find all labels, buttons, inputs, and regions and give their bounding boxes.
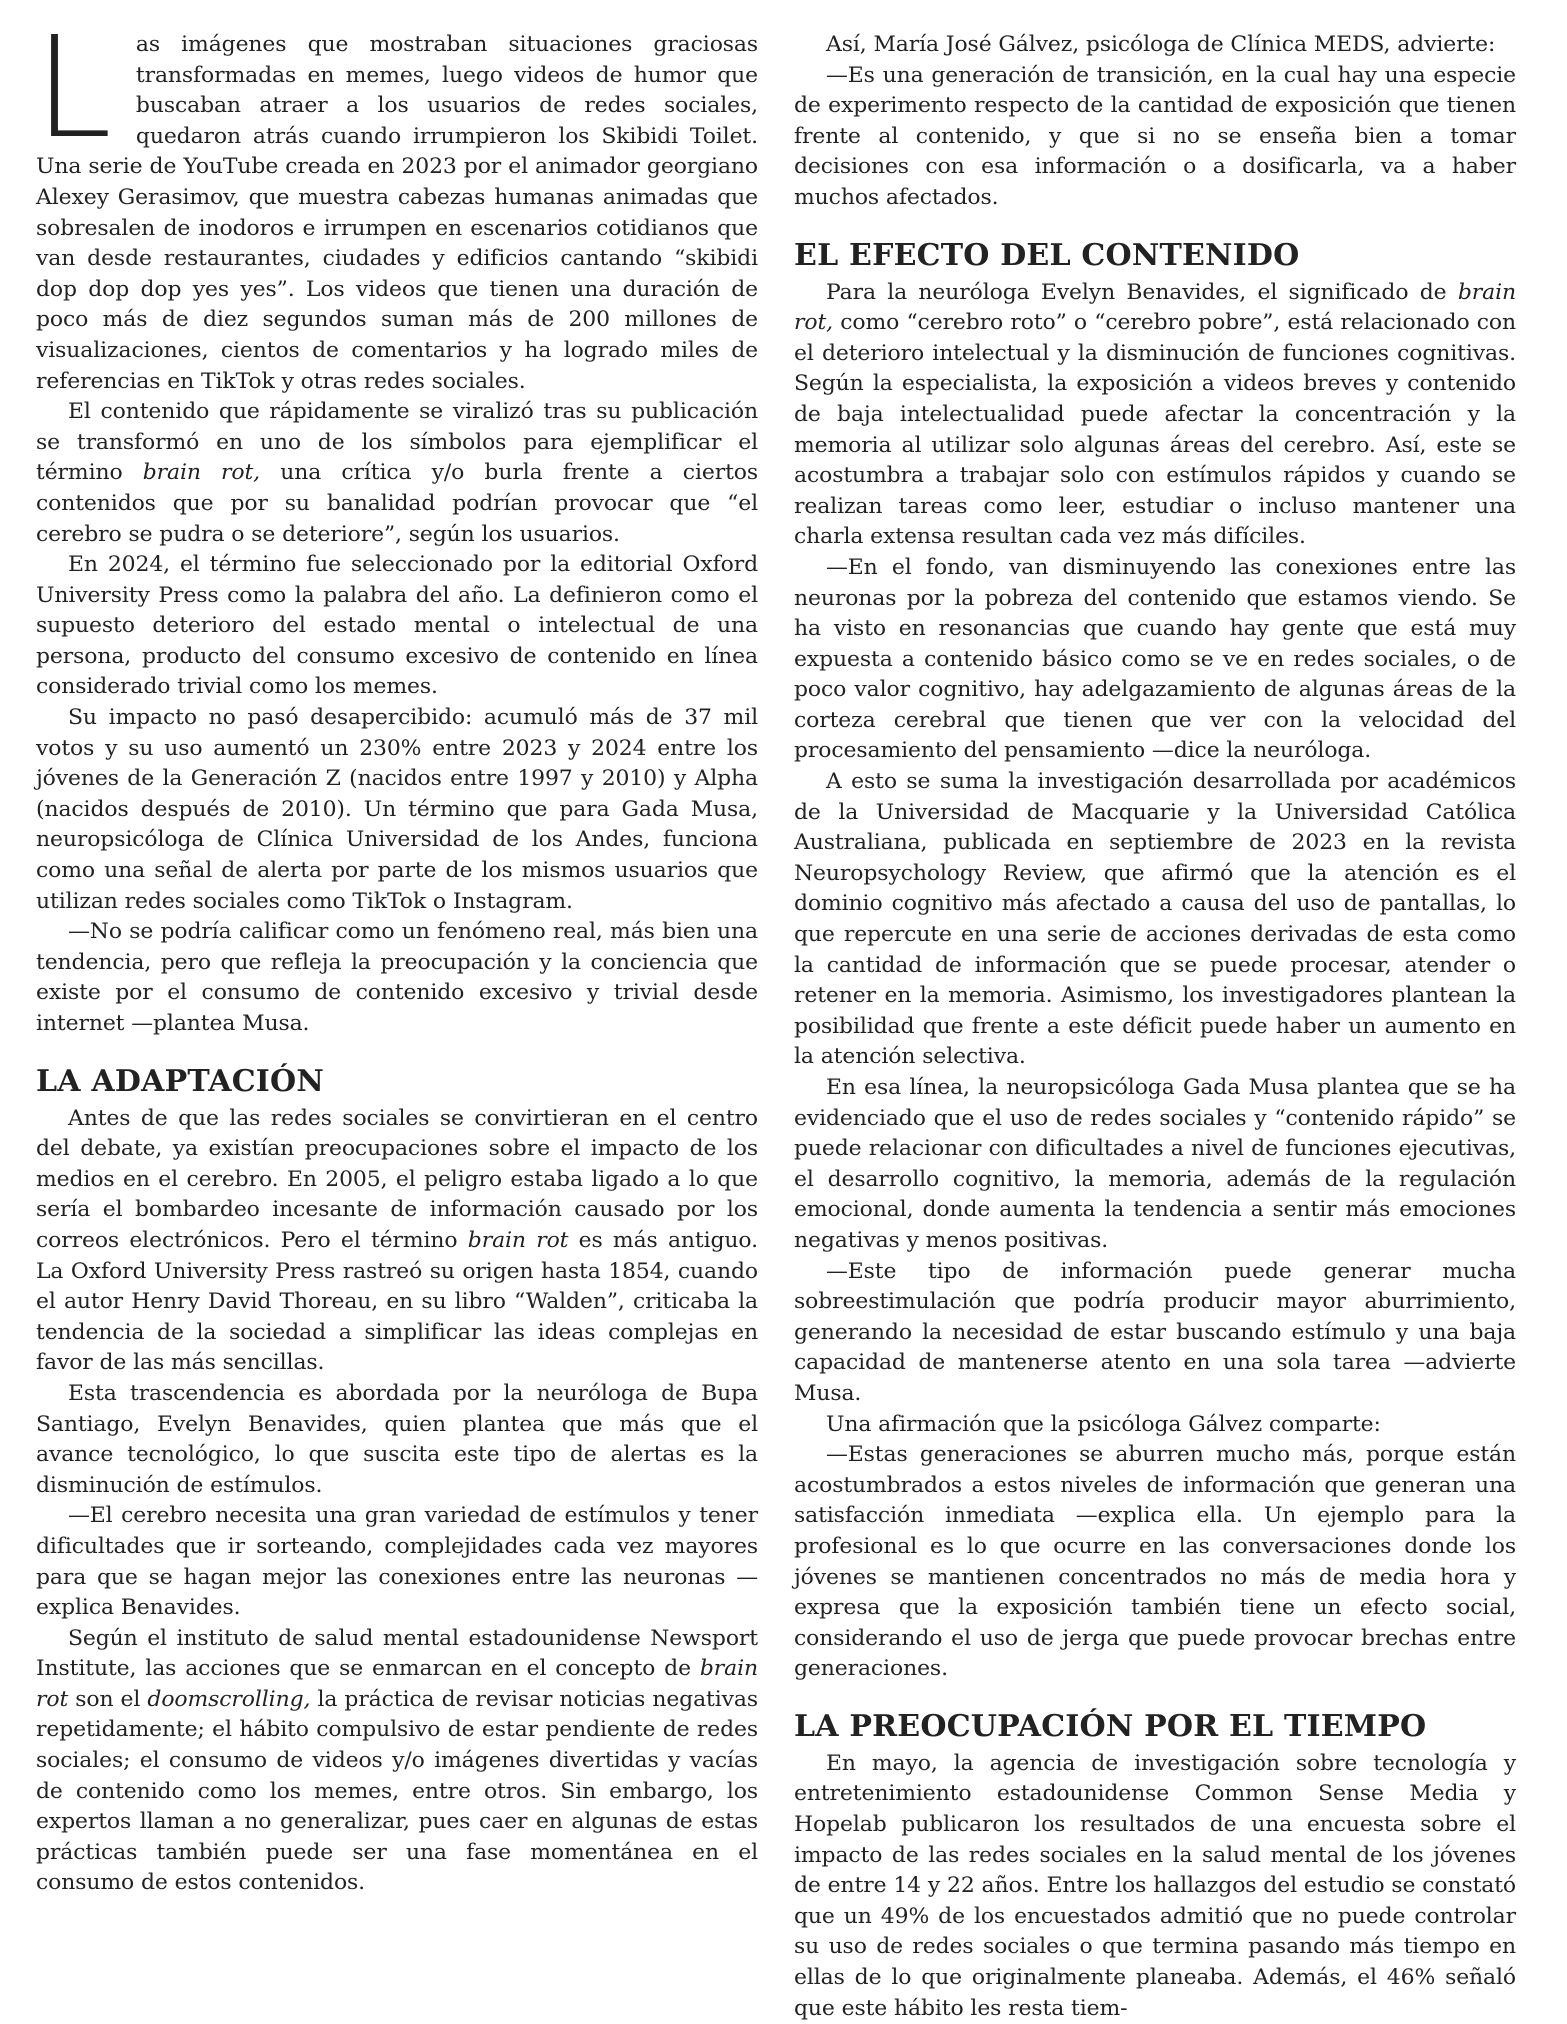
paragraph-intro (34, 7, 758, 397)
paragraph: Una afirmación que la psicóloga Gálvez comparte: (826, 1411, 1381, 1437)
paragraph: En 2024, el término fue seleccionado por la editorial Oxford University Press como la palabra del año. La definieron como el supuesto deterioro del estado mental o intelectual de una persona, producto del consumo excesivo de contenido en línea considerado trivial como los memes. (36, 552, 758, 700)
paragraph-quote: —En el fondo, van disminuyendo las conexiones entre las neuronas por la pobreza del contenido que estamos viendo. Se ha visto en resonancias que cuando hay gente que está muy expuesta a contenido básico como se ve en redes sociales, o de poco valor cognitivo, hay adelgazamiento de algunas áreas de la corteza cerebral que tienen que ver con la velocidad del procesamiento del pensamiento —dice la neuróloga. (794, 554, 1516, 764)
paragraph-quote: —Este tipo de información puede generar mucha sobreestimulación que podría producir mayor aburrimiento, generando la necesidad de estar buscando estímulo y una baja capacidad de mantenerse atento en una sola tarea —advierte Musa. (794, 1258, 1516, 1406)
paragraph-quote: —Es una generación de transición, en la cual hay una especie de experimento respecto de la cantidad de exposición que tienen frente al contenido, y que si no se enseña bien a tomar decisiones con esa información o a dosificarla, va a haber muchos afectados. (794, 62, 1516, 210)
italic-term: brain rot (36, 1656, 758, 1712)
paragraph: Para la neuróloga Evelyn Benavides, el significado de brain rot, como “cerebro roto” o “cerebro pobre”, está relacionado con el deterioro intelectual y la disminución de funciones cognitivas. Según la especialista, la exposición a videos breves y contenido de baja intelectualidad puede afectar la concentración y la memoria al utilizar solo algunas áreas del cerebro. Así, este se acostumbra a trabajar solo con estímulos rápidos y cuando se realizan tareas como leer, estudiar o incluso mantener una charla extensa resultan cada vez más difíciles. (794, 279, 1516, 550)
italic-term: doomscrolling, (147, 1686, 311, 1712)
paragraph-text: as imágenes que mostraban situaciones graciosas transformadas en memes, luego videos de humor que buscaban atraer a los usuarios de redes sociales, quedaron atrás cuando irrumpieron los Skibidi Toilet. Una serie de YouTube creada en 2023 por el animador georgiano Alexey Gerasimov, que muestra cabezas humanas animadas que sobresalen de inodoros e irrumpen en escenarios cotidianos que van desde restaurantes, ciudades y edificios cantando “skibidi dop dop dop yes yes”. Los videos que tienen una duración de poco más de diez segundos suman más de 200 millones de visualizaciones, cientos de comentarios y ha logrado miles de referencias en TikTok y otras redes sociales. (36, 32, 758, 394)
column-left (34, 7, 758, 1896)
paragraph-quote: —El cerebro necesita una gran variedad de estímulos y tener dificultades que ir sorteando, complejidades cada vez mayores para que se hagan mejor las conexiones entre las neuronas —explica Benavides. (36, 1503, 758, 1621)
paragraph-quote: —No se podría calificar como un fenómeno real, más bien una tendencia, pero que refleja la preocupación y la conciencia que existe por el consumo de contenido excesivo y trivial desde internet —plantea Musa. (36, 919, 758, 1036)
section-heading-efecto: EL EFECTO DEL CONTENIDO (794, 237, 1300, 273)
paragraph: Su impacto no pasó desapercibido: acumuló más de 37 mil votos y su uso aumentó un 230% entre 2023 y 2024 entre los jóvenes de la Generación Z (nacidos entre 1997 y 2010) y Alpha (nacidos después de 2010). Un término que para Gada Musa, neuropsicóloga de Clínica Universidad de los Andes, funciona como una señal de alerta por parte de los mismos usuarios que utilizan redes sociales como TikTok o Instagram. (36, 705, 758, 914)
drop-cap: L (34, 7, 112, 170)
paragraph: Así, María José Gálvez, psicóloga de Clínica MEDS, advierte: (826, 32, 1496, 57)
paragraph: A esto se suma la investigación desarrollada por académicos de la Universidad de Macquarie y la Universidad Católica Australiana, publicada en septiembre de 2023 en la revista Neuropsychology Review, que afirmó que la atención es el dominio cognitivo más afectado a causa del uso de pantallas, lo que repercute en una serie de acciones derivadas de esta como la cantidad de información que se puede procesar, atender o retener en la memoria. Asimismo, los investigadores plantean la posibilidad que frente a este déficit puede haber un aumento en la atención selectiva. (794, 769, 1516, 1070)
italic-term: brain rot (467, 1227, 569, 1253)
italic-term: brain rot, (142, 460, 261, 486)
paragraph: Según el instituto de salud mental estadounidense Newsport Institute, las acciones que se enmarcan en el concepto de brain rot son el doomscrolling, la práctica de revisar noticias negativas repetidamente; el hábito compulsivo de estar pendiente de redes sociales; el consumo de videos y/o imágenes divertidas y vacías de contenido como los memes, entre otros. Sin embargo, los expertos llaman a no generalizar, pues caer en algunas de estas prácticas también puede ser una fase momentánea en el consumo de estos contenidos. (36, 1625, 758, 1896)
paragraph: El contenido que rápidamente se viralizó tras su publicación se transformó en uno de los símbolos para ejemplificar el término brain rot, una crítica y/o burla frente a ciertos contenidos que por su banalidad podrían provocar que “el cerebro se pudra o se deteriore”, según los usuarios. (36, 399, 758, 547)
paragraph: Esta trascendencia es abordada por la neuróloga de Bupa Santiago, Evelyn Benavides, quien plantea que más que el avance tecnológico, lo que suscita este tipo de alertas es la disminución de estímulos. (36, 1380, 758, 1498)
paragraph: En esa línea, la neuropsicóloga Gada Musa plantea que se ha evidenciado que el uso de redes sociales y “contenido rápido” se puede relacionar con dificultades a nivel de funciones ejecutivas, el desarrollo cognitivo, la memoria, además de la regulación emocional, donde aumenta la tendencia a sentir más emociones negativas y menos positivas. (794, 1075, 1516, 1253)
paragraph: En mayo, la agencia de investigación sobre tecnología y entretenimiento estadounidense Common Sense Media y Hopelab publicaron los resultados de una encuesta sobre el impacto de las redes sociales en la salud mental de los jóvenes de entre 14 y 22 años. Entre los hallazgos del estudio se constató que un 49% de los encuestados admitió que no puede controlar su uso de redes sociales o que termina pasando más tiempo en ellas de lo que originalmente planeaba. Además, el 46% señaló que este hábito les resta tiem- (794, 1750, 1516, 2021)
column-right (794, 30, 1516, 2021)
paragraph: Antes de que las redes sociales se convirtieran en el centro del debate, ya existían preocupaciones sobre el impacto de los medios en el cerebro. En 2005, el peligro estaba ligado a lo que sería el bombardeo incesante de información causado por los correos electrónicos. Pero el término brain rot es más antiguo. La Oxford University Press rastreó su origen hasta 1854, cuando el autor Henry David Thoreau, en su libro “Walden”, criticaba la tendencia de la sociedad a simplificar las ideas complejas en favor de las más sencillas. (36, 1105, 758, 1376)
section-heading-tiempo: LA PREOCUPACIÓN POR EL TIEMPO (794, 1708, 1427, 1744)
italic-term: brain rot, (794, 279, 1516, 336)
section-heading-adaptacion: LA ADAPTACIÓN (36, 1063, 324, 1099)
paragraph-quote: —Estas generaciones se aburren mucho más, porque están acostumbrados a estos niveles de información que generan una satisfacción inmediata —explica ella. Un ejemplo para la profesional es lo que ocurre en las conversaciones donde los jóvenes se mantienen concentrados no más de media hora y expresa que la exposición también tiene un efecto social, considerando el uso de jerga que puede provocar brechas entre generaciones. (794, 1442, 1516, 1682)
